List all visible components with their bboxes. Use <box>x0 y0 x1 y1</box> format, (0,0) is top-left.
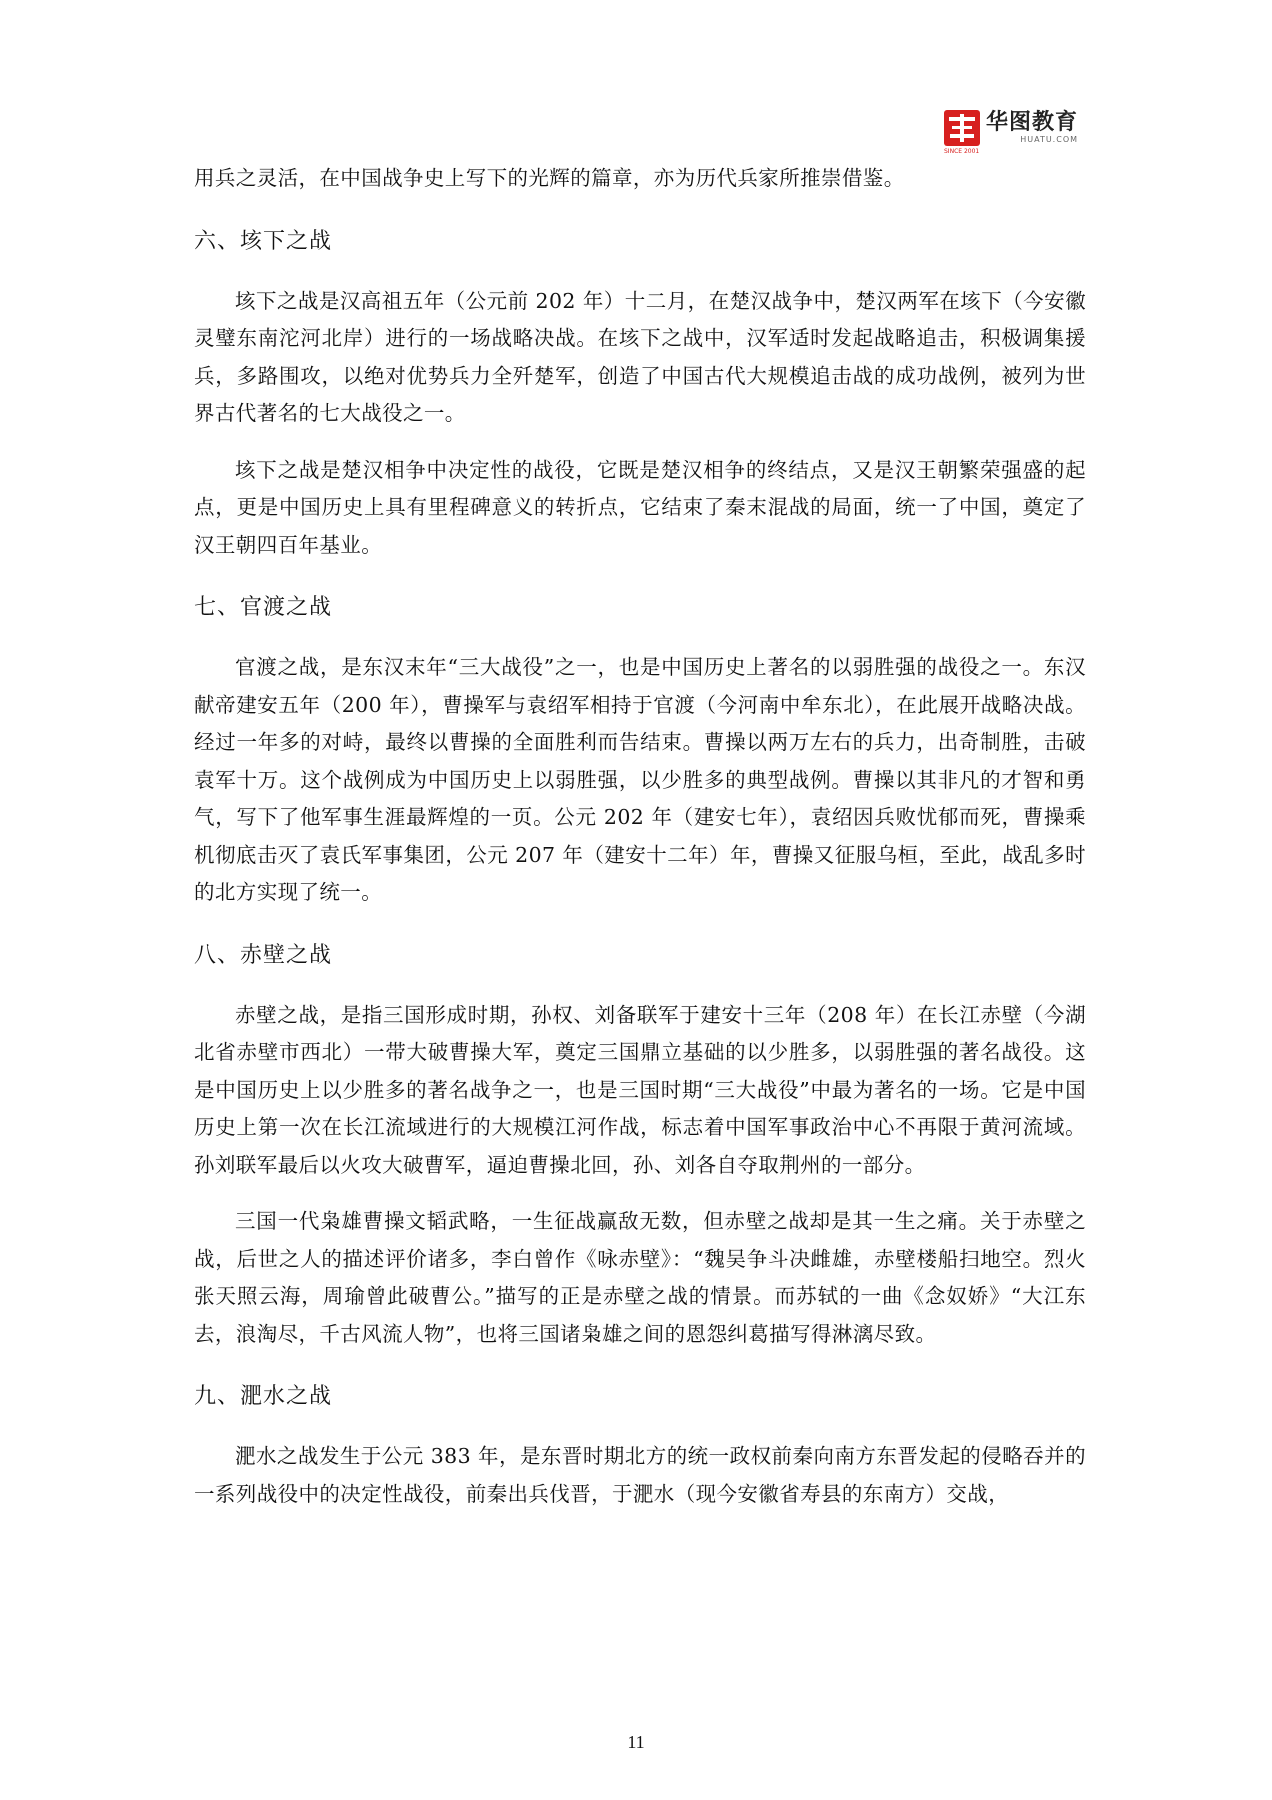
paragraph: 淝水之战发生于公元 383 年，是东晋时期北方的统一政权前秦向南方东晋发起的侵略吞并的一系列战役中的决定性战役，前秦出兵伐晋，于淝水（现今安徽省寿县的东南方）交战， <box>194 1444 1086 1506</box>
document-body <box>194 160 1086 1513</box>
paragraph-continuation: 用兵之灵活，在中国战争史上写下的光辉的篇章，亦为历代兵家所推崇借鉴。 <box>194 166 905 190</box>
paragraph: 赤壁之战，是指三国形成时期，孙权、刘备联军于建安十三年（208 年）在长江赤壁（今湖北省赤壁市西北）一带大破曹操大军，奠定三国鼎立基础的以少胜多，以弱胜强的著名战役。这是中国历史上以少胜多的著名战争之一，也是三国时期“三大战役”中最为著名的一场。它是中国历史上第一次在长江流域进行的大规模江河作战，标志着中国军事政治中心不再限于黄河流域。孙刘联军最后以火攻大破曹军，逼迫曹操北回，孙、刘各自夺取荆州的一部分。 <box>194 1002 1086 1177</box>
paragraph: 官渡之战，是东汉末年“三大战役”之一，也是中国历史上著名的以弱胜强的战役之一。东汉献帝建安五年（200 年），曹操军与袁绍军相持于官渡（今河南中牟东北），在此展开战略决战。经过一年多的对峙，最终以曹操的全面胜利而告结束。曹操以两万左右的兵力，出奇制胜，击破袁军十万。这个战例成为中国历史上以弱胜强，以少胜多的典型战例。曹操以其非凡的才智和勇气，写下了他军事生涯最辉煌的一页。公元 202 年（建安七年），袁绍因兵败忧郁而死，曹操乘机彻底击灭了袁氏军事集团，公元 207 年（建安十二年）年，曹操又征服乌桓，至此，战乱多时的北方实现了统一。 <box>194 655 1086 904</box>
brand-url: HUATU.COM <box>1020 135 1079 144</box>
brand-since: SINCE 2001 <box>944 148 980 155</box>
huatu-logo-icon <box>944 110 980 155</box>
brand-logo <box>944 108 1079 155</box>
paragraph: 垓下之战是楚汉相争中决定性的战役，它既是楚汉相争的终结点，又是汉王朝繁荣强盛的起点，更是中国历史上具有里程碑意义的转折点，它结束了秦末混战的局面，统一了中国，奠定了汉王朝四百年基业。 <box>194 457 1086 557</box>
section-heading-6: 六、垓下之战 <box>194 228 333 254</box>
paragraph: 三国一代枭雄曹操文韬武略，一生征战赢敌无数，但赤壁之战却是其一生之痛。关于赤壁之战，后世之人的描述评价诸多，李白曾作《咏赤壁》：“魏吴争斗决雌雄，赤壁楼船扫地空。烈火张天照云海，周瑜曾此破曹公。”描写的正是赤壁之战的情景。而苏轼的一曲《念奴娇》“大江东去，浪淘尽，千古风流人物”，也将三国诸枭雄之间的恩怨纠葛描写得淋漓尽致。 <box>194 1209 1086 1346</box>
section-heading-7: 七、官渡之战 <box>194 595 333 620</box>
section-heading-9: 九、淝水之战 <box>194 1384 333 1409</box>
page-number: 11 <box>627 1732 645 1752</box>
paragraph: 垓下之战是汉高祖五年（公元前 202 年）十二月，在楚汉战争中，楚汉两军在垓下（今安徽灵璧东南沱河北岸）进行的一场战略决战。在垓下之战中，汉军适时发起战略追击，积极调集援兵，多路围攻，以绝对优势兵力全歼楚军，创造了中国古代大规模追击战的成功战例，被列为世界古代著名的七大战役之一。 <box>194 288 1086 425</box>
brand-name: 华图教育 <box>986 110 1079 135</box>
section-heading-8: 八、赤壁之战 <box>194 942 333 968</box>
